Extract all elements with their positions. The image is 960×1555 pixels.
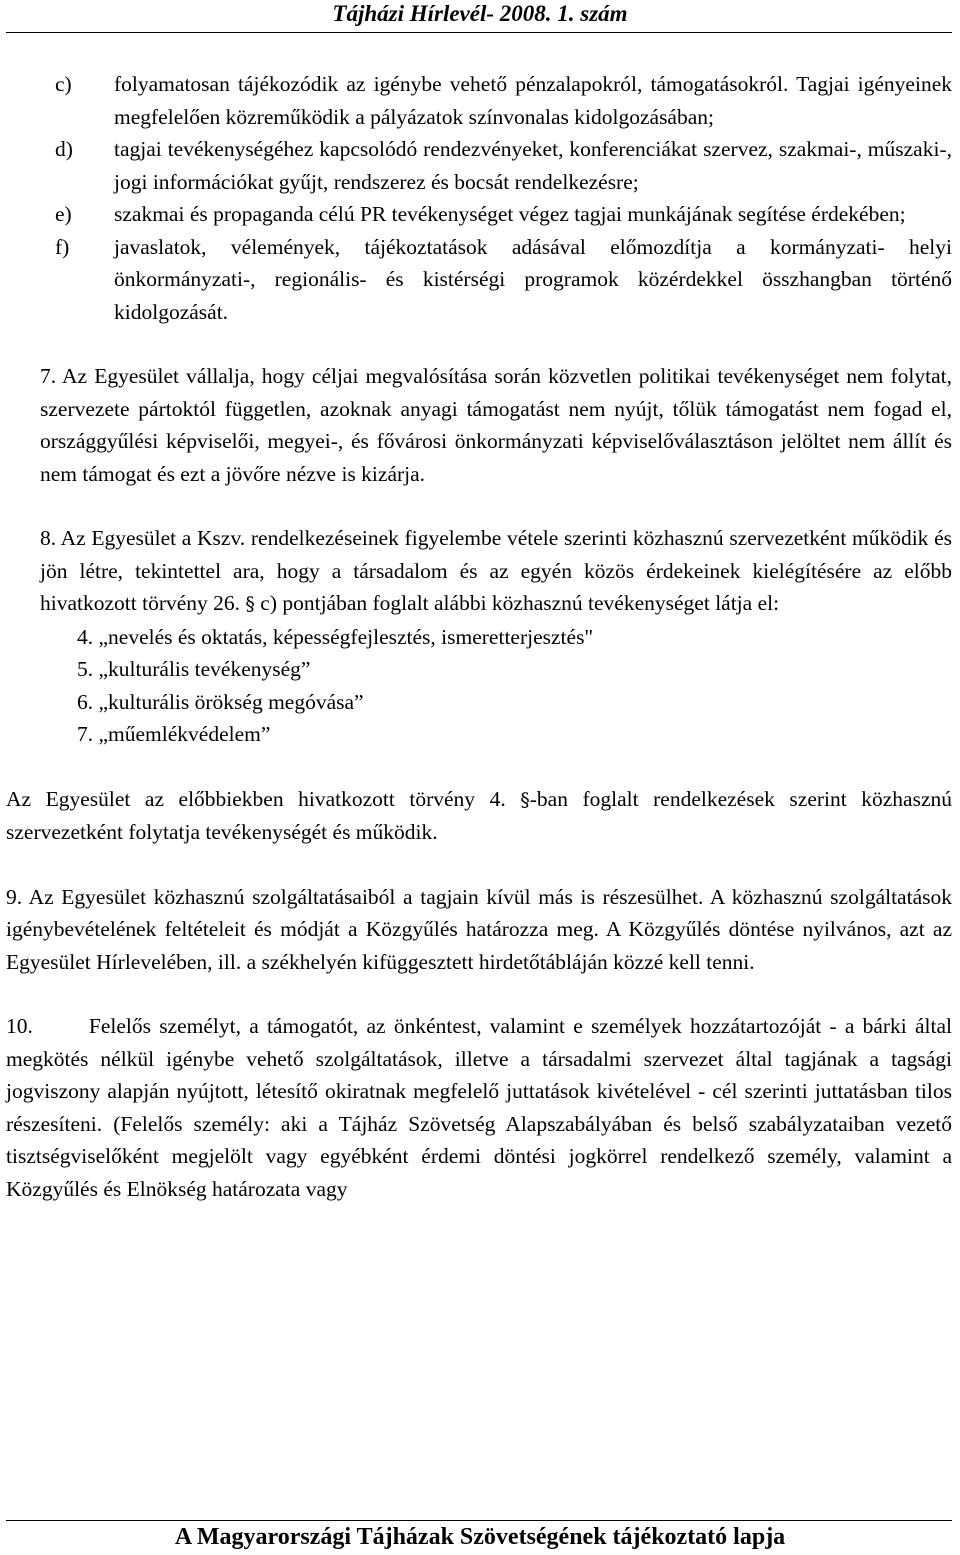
section-8-text: 8. Az Egyesület a Kszv. rendelkezéseinek figyelembe vétele szerinti közhasznú szervezetként működik és jön létre, tekintettel ara, hogy a társadalom és az egyén közös érdekeinek kielégítésére az előbb hivatkozott törvény 26.	[40, 526, 952, 615]
list-item-label: c)	[55, 72, 72, 96]
list-item	[6, 198, 952, 231]
page-footer: A Magyarországi Tájházak Szövetségének tájékoztató lapja	[174, 1524, 786, 1550]
section-10-number: 10.	[6, 1014, 33, 1038]
list-item	[6, 231, 952, 329]
activity-list-item: 7. „műemlékvédelem”	[77, 722, 271, 746]
page-header: Tájházi Hírlevél- 2008. 1. szám	[332, 1, 628, 26]
header-rule	[6, 32, 952, 33]
list-item-label: f)	[55, 234, 70, 259]
activity-list-item: 5. „kulturális tevékenység”	[77, 657, 311, 681]
section-7-paragraph: 7. Az Egyesület vállalja, hogy céljai megvalósítása során közvetlen politikai tevékenységet nem folytat, szervezete pártoktól független, azoknak anyagi támogatást nem nyújt, tőlük támogatást nem fogad el, országgyűlési képviselői, megyei-, és fővárosi önkormányzati képviselőválasztáson jelöltet nem állít és nem támogat és ezt a jövőre nézve is kizárja.	[40, 364, 952, 486]
section-8b-text: Az Egyesület az előbbiekben hivatkozott törvény 4.	[6, 786, 506, 811]
section-8-text-cont: c) pontjában foglalt alábbi közhasznú tevékenységet látja el:	[254, 591, 780, 615]
section-10-text: Felelős személyt, a támogatót, az önkéntest, valamint e személyek hozzátartozóját - a bárki által megkötés nélkül igénybe vehető szolgáltatások, illetve a társadalmi szervezet által tagjának a tagsági jogviszony alapján nyújtott, létesítő okiratnak megfelelő juttatások kivételével - cél szerinti juttatásban tilos részesíteni. (Felelős személy: aki a Tájház Szövetség Alapszabályában és belső szabályzataiban vezető tisztségviselőként megjelölt vagy egyébként érdemi döntési jogkörrel rendelkező személy, valamint a Közgyűlés és Elnökség határozata vagy	[6, 1014, 952, 1201]
section-8b-text-cont: -ban foglalt rendelkezések szerint közhasznú szervezetként folytatja tevékenységét és működik.	[6, 786, 952, 844]
list-item-text: folyamatosan tájékozódik az igénybe vehető pénzalapokról, támogatásokról. Tagjai igényeinek megfelelően közreműködik a pályázatok színvonalas kidolgozásában;	[114, 72, 952, 129]
list-item-text: szakmai és propaganda célú PR tevékenységet végez tagjai munkájának segítése érdekében;	[114, 202, 906, 226]
section-sign: §	[245, 593, 255, 615]
section-8-paragraph	[6, 522, 952, 621]
list-item	[6, 68, 952, 133]
activity-list-item: 4. „nevelés és oktatás, képességfejlesztés, ismeretterjesztés"	[77, 624, 594, 649]
section-9-paragraph: 9. Az Egyesület közhasznú szolgáltatásaiból a tagjain kívül más is részesülhet. A közhasznú szolgáltatások igénybevételének feltételeit és módját a Közgyűlés határozza meg. A Közgyűlés döntése nyilvános, azt az Egyesület Hírlevelében, ill. a székhelyén kifüggesztett hirdetőtábláján közzé kell tenni.	[6, 884, 952, 974]
section-10-paragraph	[6, 1010, 952, 1205]
list-item-text: javaslatok, vélemények, tájékoztatások adásával előmozdítja a kormányzati- helyi önkormányzati-, regionális- és kistérségi programok közérdekkel összhangban történő kidolgozását.	[114, 234, 952, 324]
activity-list-item: 6. „kulturális örökség megóvása”	[77, 689, 364, 714]
list-item-label: d)	[55, 137, 73, 161]
footer-rule	[6, 1520, 952, 1521]
activity-list	[6, 621, 952, 751]
section-sign: §	[520, 788, 530, 811]
list-item	[6, 133, 952, 198]
list-item-label: e)	[55, 202, 72, 226]
document-body	[6, 68, 952, 1205]
section-8b-paragraph	[6, 783, 952, 849]
list-item-text: tagjai tevékenységéhez kapcsolódó rendezvényeket, konferenciákat szervez, szakmai-, műszaki-, jogi információkat gyűjt, rendszerez és bocsát rendelkezésre;	[114, 137, 952, 194]
